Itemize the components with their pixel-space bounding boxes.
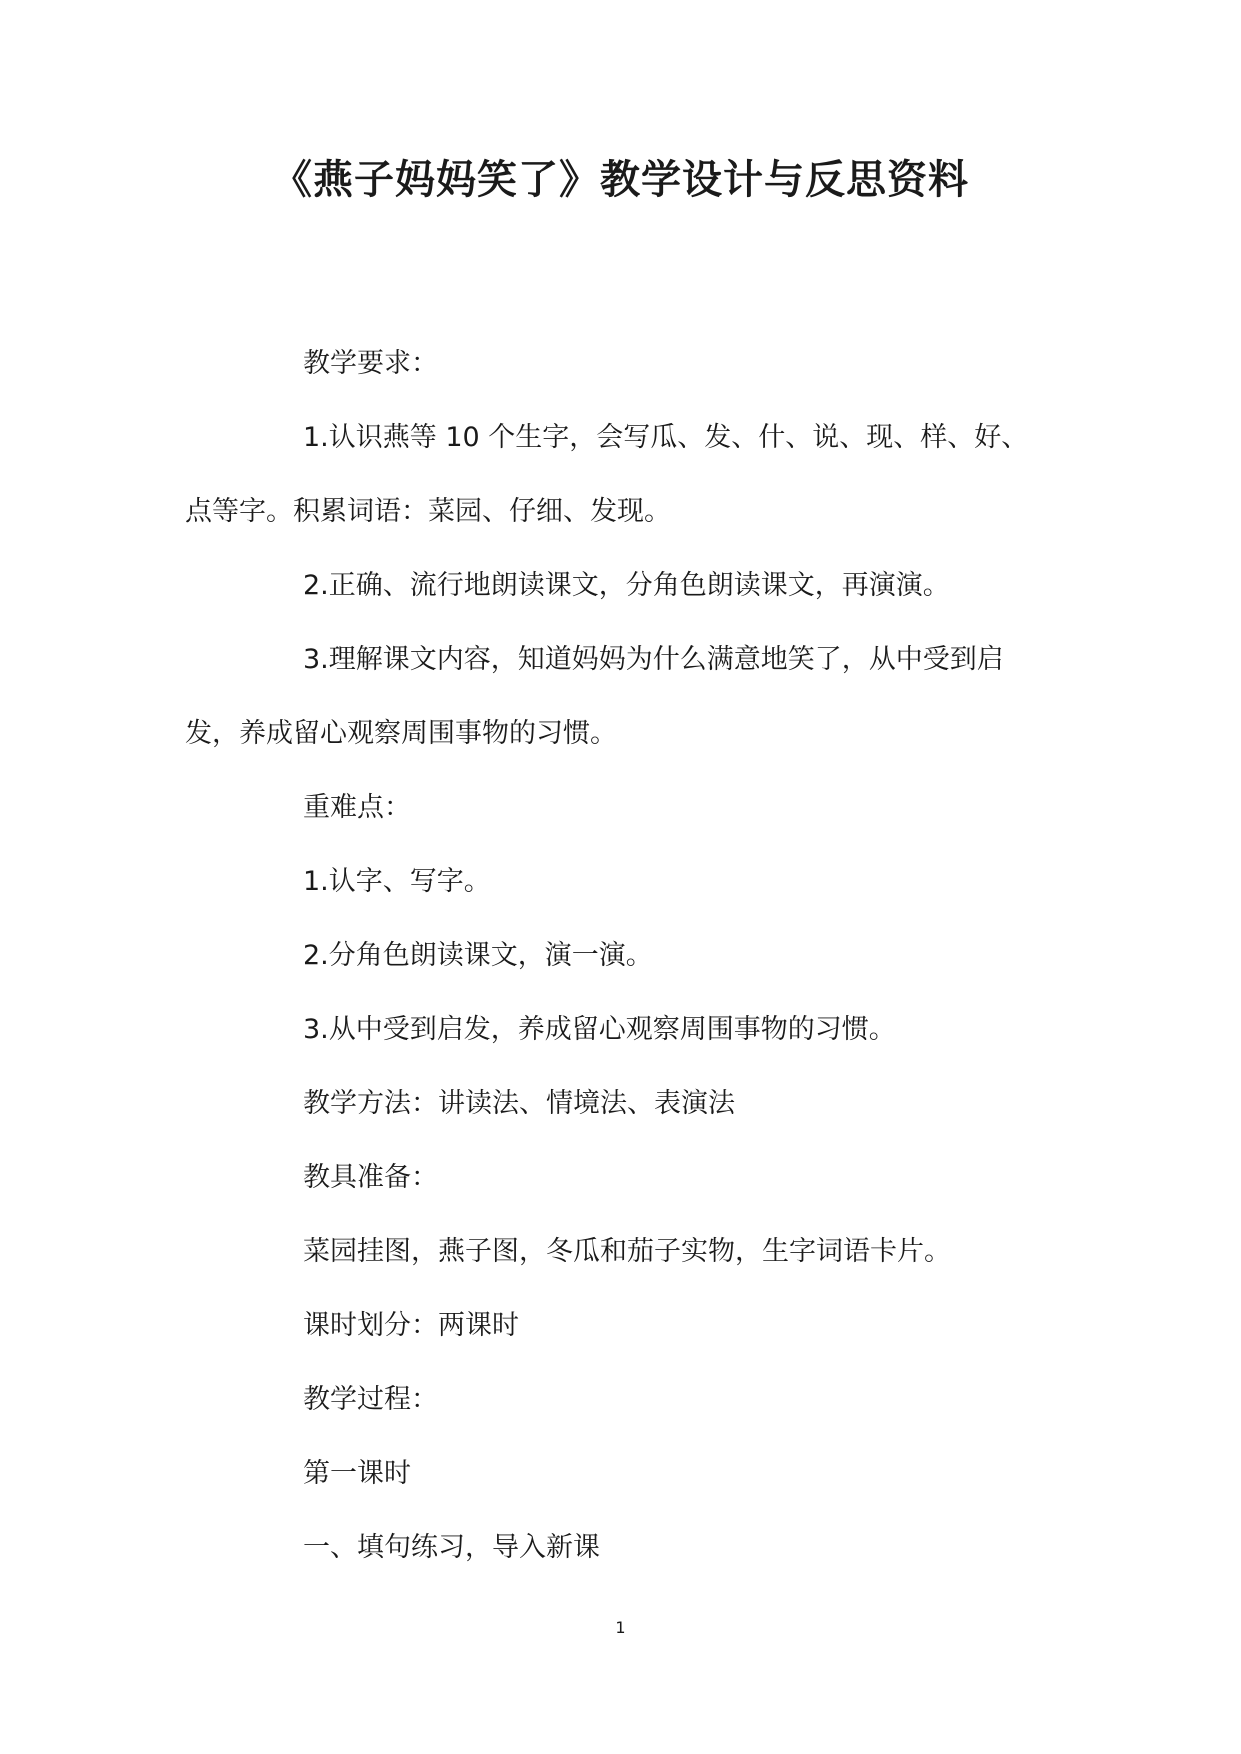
paragraph-key-points-heading: 重难点： — [303, 792, 411, 823]
document-body — [185, 327, 1065, 1585]
paragraph-requirement-1 — [185, 401, 1065, 549]
page-number: 1 — [615, 1618, 626, 1637]
paragraph-line-continued: 点等字。积累词语：菜园、仔细、发现。 — [185, 496, 671, 527]
paragraph-lesson-division: 课时划分：两课时 — [303, 1310, 519, 1341]
paragraph-teaching-aids-heading: 教具准备： — [303, 1162, 438, 1193]
paragraph-key-point-3: 3.从中受到启发，养成留心观察周围事物的习惯。 — [303, 1014, 896, 1045]
paragraph-first-lesson: 第一课时 — [303, 1458, 411, 1489]
paragraph-requirement-2: 2.正确、流行地朗读课文，分角色朗读课文，再演演。 — [303, 570, 950, 601]
document-title: 《燕子妈妈笑了》教学设计与反思资料 — [272, 157, 969, 203]
paragraph-teaching-process-heading: 教学过程： — [303, 1384, 438, 1415]
paragraph-line: 教学要求： — [303, 348, 438, 379]
paragraph-key-point-2: 2.分角色朗读课文，演一演。 — [303, 940, 653, 971]
paragraph-line: 1.认识燕等 10 个生字，会写瓜、发、什、说、现、样、好、 — [303, 422, 1029, 453]
paragraph-section-one: 一、填句练习，导入新课 — [303, 1532, 600, 1563]
paragraph-line-continued: 发，养成留心观察周围事物的习惯。 — [185, 718, 617, 749]
paragraph-teaching-aids: 菜园挂图，燕子图，冬瓜和茄子实物，生字词语卡片。 — [303, 1236, 951, 1267]
paragraph-teaching-methods: 教学方法：讲读法、情境法、表演法 — [303, 1088, 735, 1119]
paragraph-requirement-3 — [185, 623, 1065, 771]
paragraph-teaching-requirements-heading — [185, 327, 1065, 401]
paragraph-key-point-1: 1.认字、写字。 — [303, 866, 491, 897]
paragraph-line: 3.理解课文内容，知道妈妈为什么满意地笑了，从中受到启 — [303, 644, 1004, 675]
